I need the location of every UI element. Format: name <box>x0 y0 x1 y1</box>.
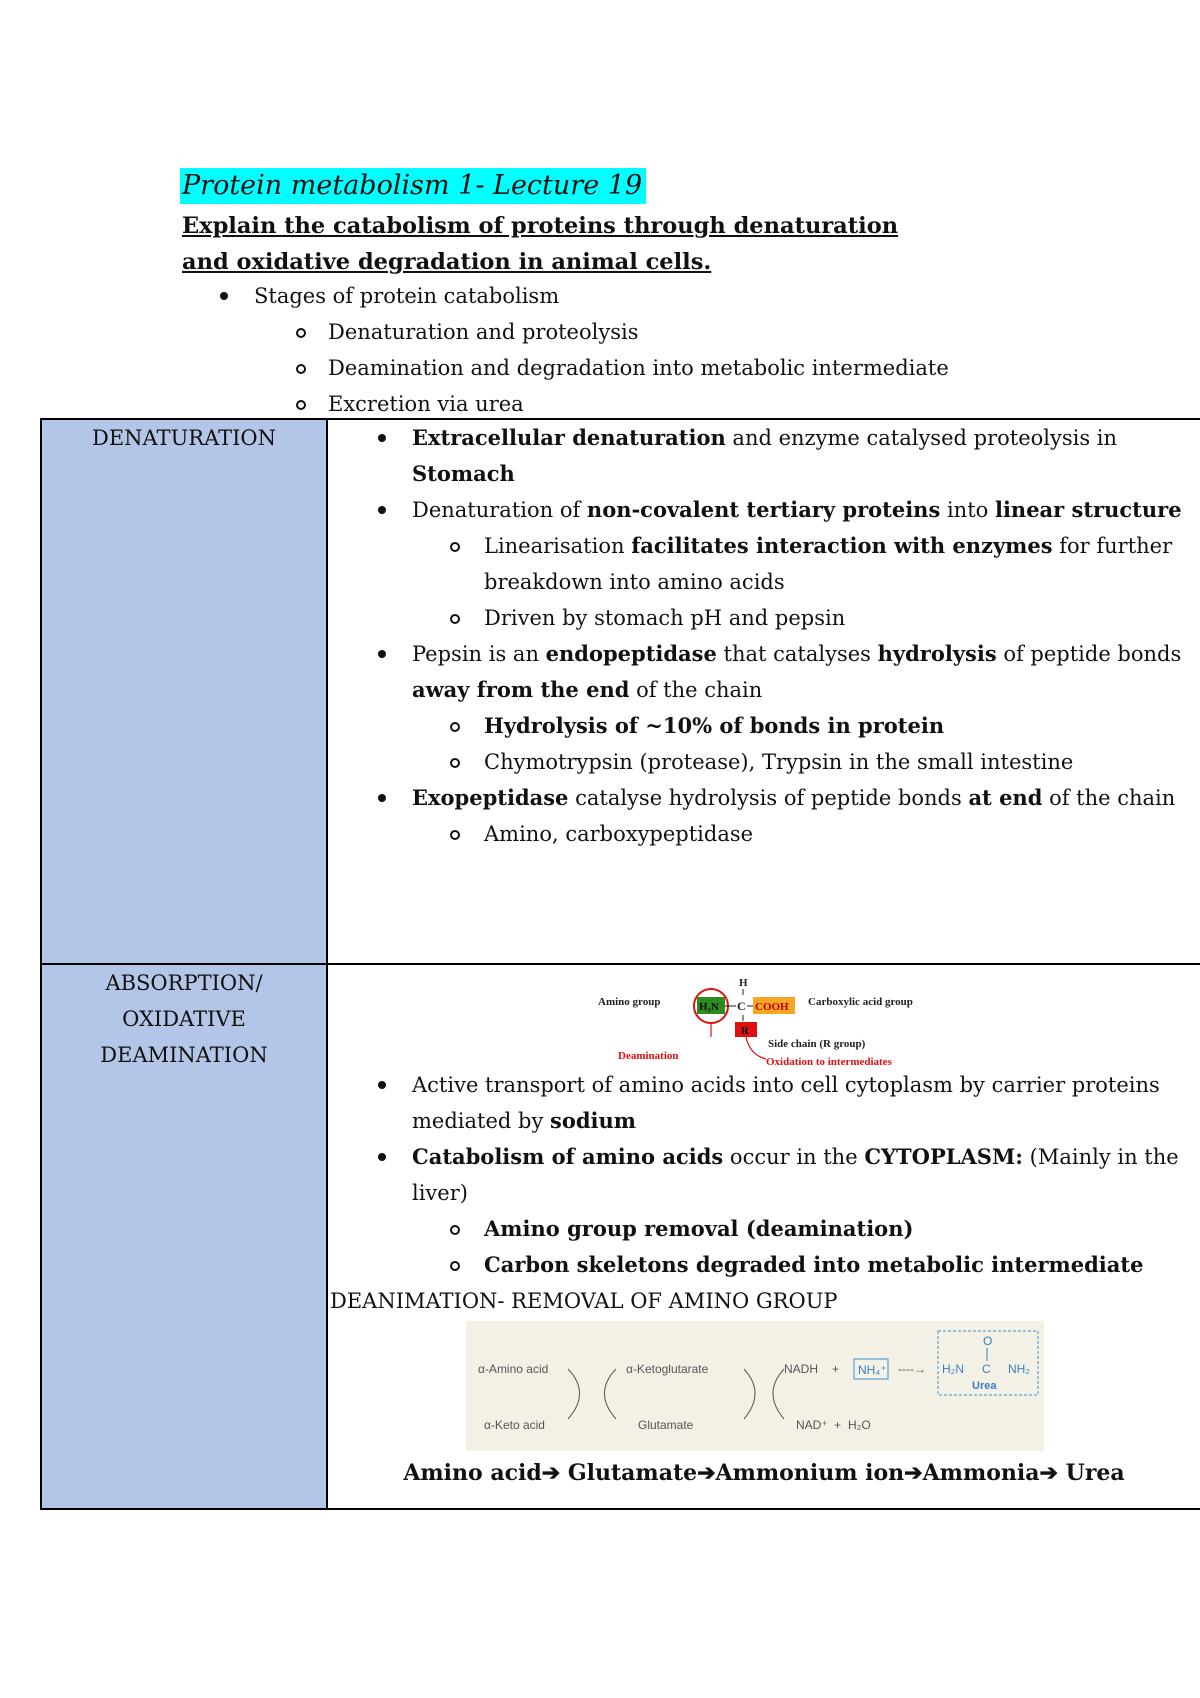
denaturation-row <box>41 419 1200 964</box>
stage-item: Excretion via urea <box>218 386 949 422</box>
h-atom: H <box>739 977 748 989</box>
cooh-text: COOH <box>755 1001 789 1013</box>
glutamate-label: Glutamate <box>638 1418 694 1432</box>
page-title: Protein metabolism 1- Lecture 19 <box>180 168 646 204</box>
stage-item: Deamination and degradation into metabolic intermediate <box>218 350 949 386</box>
right-arrow-icon: ➔ <box>1039 1460 1058 1486</box>
alpha-amino-acid-label: α-Amino acid <box>478 1362 549 1376</box>
sub-bullet-hydrolysis: Hydrolysis of ~10% of bonds in protein <box>328 708 1200 744</box>
stage-item: Denaturation and proteolysis <box>218 314 949 350</box>
urea-label: Urea <box>972 1380 997 1392</box>
flow-amino-acid: Amino acid <box>403 1460 542 1486</box>
bullet-exopeptidase: Exopeptidase catalyse hydrolysis of peptide bonds at end of the chain <box>328 780 1200 816</box>
right-arrow-icon: ➔ <box>541 1460 561 1486</box>
sub-bullet-chymotrypsin: Chymotrypsin (protease), Trypsin in the small intestine <box>328 744 1200 780</box>
urea-carbon: C <box>982 1362 991 1376</box>
r-text: R <box>741 1025 749 1037</box>
right-arrow-icon: ➔ <box>697 1460 716 1486</box>
water-label: H₂O <box>848 1418 871 1432</box>
plus-sign: + <box>832 1362 840 1376</box>
h2n-text: H₂N <box>699 1001 719 1013</box>
urea-oxygen: O <box>983 1334 993 1348</box>
bullet-catabolism: Catabolism of amino acids occur in the CYTOPLASM: (Mainly in the liver) <box>328 1139 1200 1211</box>
bullet-active-transport: Active transport of amino acids into cell cytoplasm by carrier proteins mediated by sodium <box>328 1067 1200 1139</box>
sub-bullet-linearisation: Linearisation facilitates interaction with enzymes for further breakdown into amino acids <box>328 528 1200 600</box>
absorption-row <box>41 964 1200 1509</box>
sub-bullet-carboxypeptidase: Amino, carboxypeptidase <box>328 816 1200 852</box>
deamination-subheading: DEANIMATION- REMOVAL OF AMINO GROUP <box>330 1289 838 1313</box>
plus-sign: + <box>834 1418 842 1432</box>
oxidation-label: Oxidation to intermediates <box>766 1056 892 1067</box>
urea-nh2: NH₂ <box>1008 1362 1030 1376</box>
flow-urea: Urea <box>1065 1460 1125 1486</box>
sub-bullet-amino-removal: Amino group removal (deamination) <box>328 1211 1200 1247</box>
absorption-label: ABSORPTION/ OXIDATIVE DEAMINATION <box>41 964 327 1509</box>
denaturation-label: DENATURATION <box>41 419 327 964</box>
deamination-label: Deamination <box>618 1050 679 1062</box>
bullet-pepsin: Pepsin is an endopeptidase that catalyses hydrolysis of peptide bonds away from the end of the chain <box>328 636 1200 708</box>
sub-bullet-driven: Driven by stomach pH and pepsin <box>328 600 1200 636</box>
carboxylic-label: Carboxylic acid group <box>808 996 913 1008</box>
page-subtitle: Explain the catabolism of proteins through denaturation and oxidative degradation in animal cells. <box>182 213 899 275</box>
right-arrow-icon: ➔ <box>904 1460 923 1486</box>
flow-ammonium: Ammonium ion <box>715 1460 905 1486</box>
ammonium-label: NH₄⁺ <box>858 1363 887 1377</box>
stages-heading: Stages of protein catabolism <box>218 278 949 314</box>
nadh-label: NADH <box>784 1362 819 1376</box>
absorption-content <box>327 964 1200 1509</box>
amino-group-label: Amino group <box>598 996 661 1008</box>
nad-label: NAD⁺ <box>796 1418 828 1432</box>
flow-ammonia: Ammonia <box>922 1460 1040 1486</box>
notes-table <box>40 418 1200 1510</box>
conversion-flow <box>328 1455 1200 1491</box>
bullet-denaturation: Denaturation of non-covalent tertiary proteins into linear structure <box>328 492 1200 528</box>
amino-acid-structure-figure <box>598 975 943 1067</box>
alpha-ketoglutarate-label: α-Ketoglutarate <box>626 1362 709 1376</box>
sub-bullet-carbon-skeletons: Carbon skeletons degraded into metabolic intermediate <box>328 1247 1200 1283</box>
flow-glutamate: Glutamate <box>567 1460 698 1486</box>
denaturation-content <box>327 419 1200 964</box>
bullet-extracellular: Extracellular denaturation and enzyme catalysed proteolysis in Stomach <box>328 420 1200 492</box>
stages-list <box>218 278 949 422</box>
urea-h2n: H₂N <box>942 1362 964 1376</box>
alpha-keto-acid-label: α-Keto acid <box>484 1418 545 1432</box>
deamination-pathway-figure <box>466 1321 1044 1451</box>
arrow-to-urea: ----→ <box>898 1362 926 1376</box>
side-chain-label: Side chain (R group) <box>768 1038 866 1050</box>
alpha-carbon: C <box>737 999 746 1013</box>
